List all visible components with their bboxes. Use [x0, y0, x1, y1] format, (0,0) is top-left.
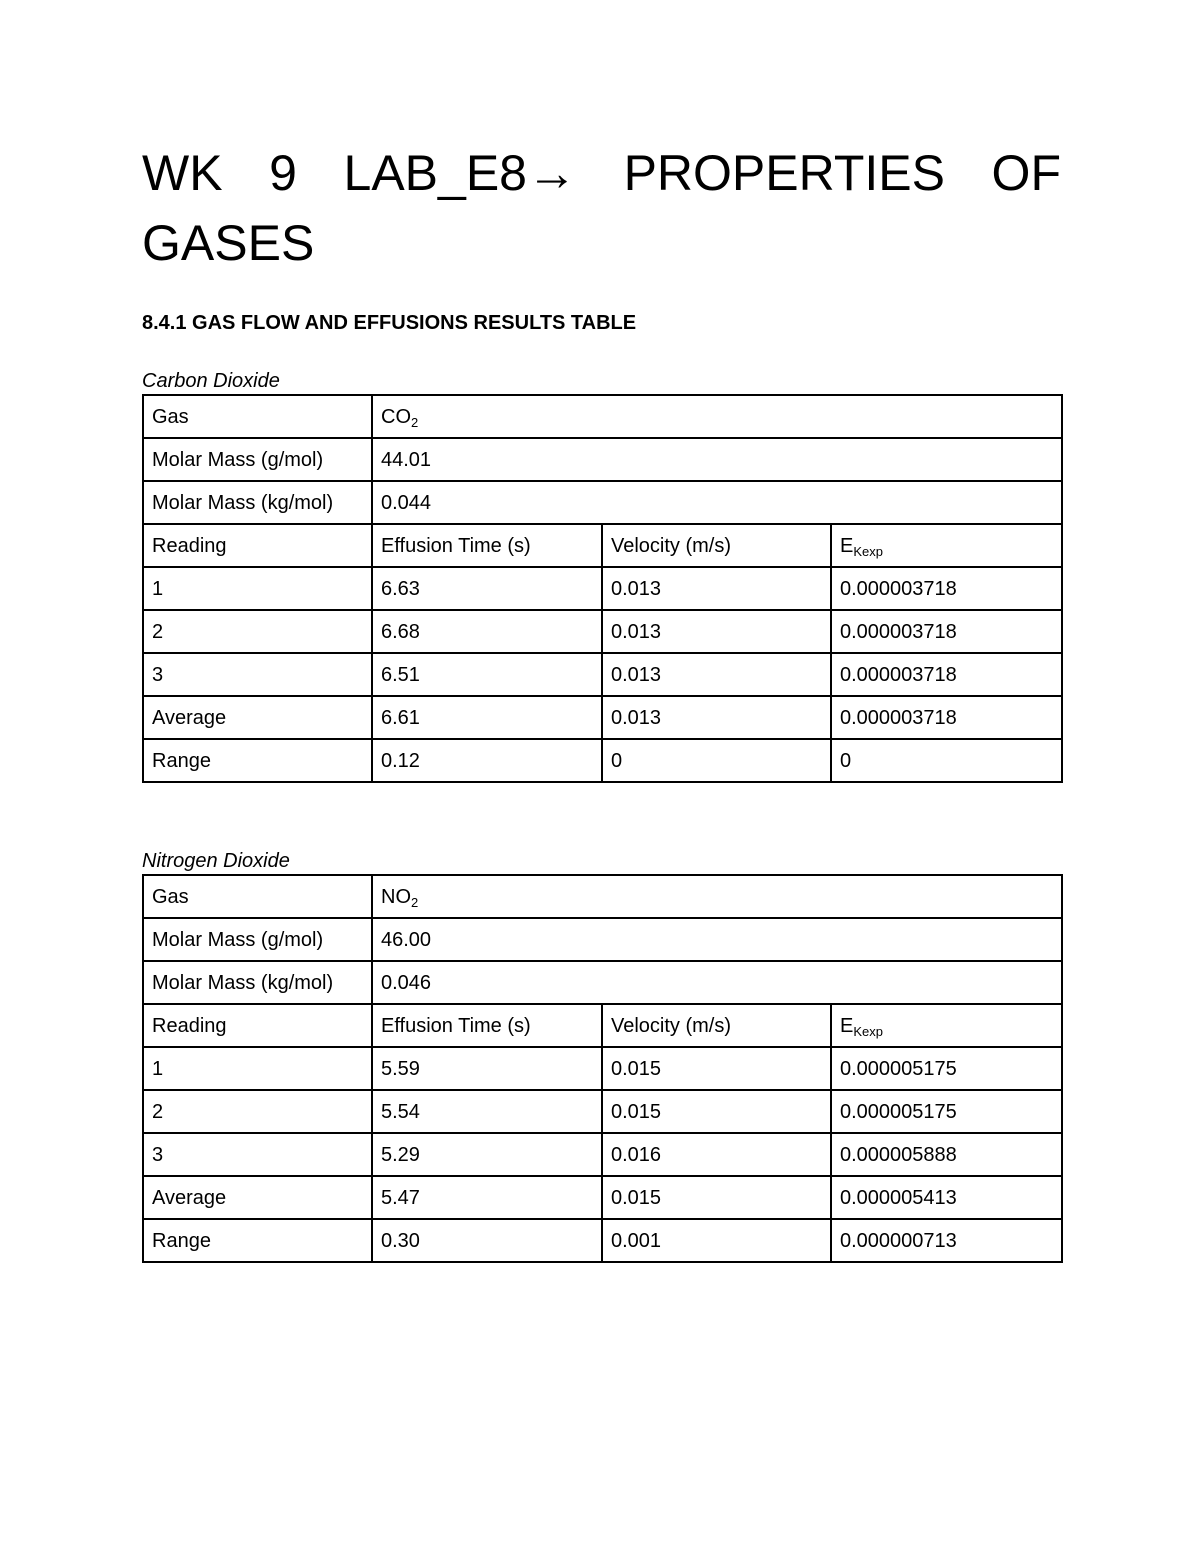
- ek-subscript: Kexp: [853, 1023, 883, 1039]
- header-ek: [831, 524, 1062, 567]
- header-effusion-time: Effusion Time (s): [372, 1004, 602, 1047]
- cell-velocity: 0.015: [602, 1176, 831, 1219]
- cell-velocity: 0.015: [602, 1047, 831, 1090]
- cell-ek: 0.000005175: [831, 1047, 1062, 1090]
- table-row: [143, 1219, 1062, 1262]
- cell-ek: 0.000005888: [831, 1133, 1062, 1176]
- label-cell: Molar Mass (kg/mol): [143, 961, 372, 1004]
- value-cell: 44.01: [372, 438, 1062, 481]
- value-cell: 0.046: [372, 961, 1062, 1004]
- cell-reading: Range: [143, 739, 372, 782]
- cell-time: 5.54: [372, 1090, 602, 1133]
- results-table-co2: [142, 394, 1063, 783]
- title-line-2: [142, 208, 1061, 278]
- table-row-molar-mass-kg: [143, 481, 1062, 524]
- table-row: [143, 1133, 1062, 1176]
- formula-main: CO: [381, 405, 411, 428]
- table-row: [143, 610, 1062, 653]
- gas-formula-cell: [372, 875, 1062, 918]
- header-effusion-time: Effusion Time (s): [372, 524, 602, 567]
- table-row-molar-mass-g: [143, 918, 1062, 961]
- title-word: WK: [142, 145, 223, 201]
- cell-time: 6.68: [372, 610, 602, 653]
- ek-main: E: [840, 1014, 854, 1037]
- document-title: [142, 138, 1061, 278]
- title-word: LAB_E8→: [343, 145, 577, 201]
- cell-reading: 2: [143, 1090, 372, 1133]
- cell-velocity: 0.015: [602, 1090, 831, 1133]
- formula-subscript: 2: [411, 414, 419, 430]
- cell-velocity: 0.013: [602, 610, 831, 653]
- table-row: [143, 1090, 1062, 1133]
- cell-ek: 0: [831, 739, 1062, 782]
- cell-reading: Range: [143, 1219, 372, 1262]
- cell-reading: Average: [143, 1176, 372, 1219]
- gas-label-cell: Gas: [143, 875, 372, 918]
- label-cell: Molar Mass (kg/mol): [143, 481, 372, 524]
- cell-time: 6.63: [372, 567, 602, 610]
- table-header-row: [143, 1004, 1062, 1047]
- cell-velocity: 0: [602, 739, 831, 782]
- label-cell: Molar Mass (g/mol): [143, 438, 372, 481]
- cell-time: 0.30: [372, 1219, 602, 1262]
- cell-time: 5.59: [372, 1047, 602, 1090]
- cell-velocity: 0.001: [602, 1219, 831, 1262]
- table-row: [143, 739, 1062, 782]
- value-cell: 46.00: [372, 918, 1062, 961]
- header-ek: [831, 1004, 1062, 1047]
- table-row: [143, 567, 1062, 610]
- formula-main: NO: [381, 885, 411, 908]
- cell-velocity: 0.016: [602, 1133, 831, 1176]
- results-table-no2: [142, 874, 1063, 1263]
- cell-velocity: 0.013: [602, 567, 831, 610]
- gas-formula-cell: [372, 395, 1062, 438]
- cell-ek: 0.000005175: [831, 1090, 1062, 1133]
- table-row: [143, 696, 1062, 739]
- title-line-1: [142, 138, 1061, 208]
- cell-time: 6.61: [372, 696, 602, 739]
- table-header-row: [143, 524, 1062, 567]
- cell-velocity: 0.013: [602, 696, 831, 739]
- cell-time: 0.12: [372, 739, 602, 782]
- header-reading: Reading: [143, 1004, 372, 1047]
- table-caption-co2: Carbon Dioxide: [142, 370, 280, 392]
- title-word: PROPERTIES: [623, 145, 945, 201]
- cell-ek: 0.000000713: [831, 1219, 1062, 1262]
- table-row-gas: [143, 875, 1062, 918]
- ek-main: E: [840, 534, 854, 557]
- cell-ek: 0.000003718: [831, 610, 1062, 653]
- formula-subscript: 2: [411, 894, 419, 910]
- cell-ek: 0.000003718: [831, 567, 1062, 610]
- section-heading: 8.4.1 GAS FLOW AND EFFUSIONS RESULTS TABLE: [142, 312, 637, 334]
- label-cell: Molar Mass (g/mol): [143, 918, 372, 961]
- gas-label-cell: Gas: [143, 395, 372, 438]
- cell-reading: 1: [143, 1047, 372, 1090]
- table-row: [143, 1176, 1062, 1219]
- table-row-molar-mass-kg: [143, 961, 1062, 1004]
- header-velocity: Velocity (m/s): [602, 1004, 831, 1047]
- table-caption-no2: Nitrogen Dioxide: [142, 850, 290, 872]
- ek-subscript: Kexp: [853, 543, 883, 559]
- cell-reading: 3: [143, 1133, 372, 1176]
- title-word: GASES: [142, 215, 315, 271]
- cell-ek: 0.000003718: [831, 653, 1062, 696]
- cell-time: 5.29: [372, 1133, 602, 1176]
- title-word: 9: [269, 145, 297, 201]
- table-row-molar-mass-g: [143, 438, 1062, 481]
- cell-ek: 0.000005413: [831, 1176, 1062, 1219]
- cell-velocity: 0.013: [602, 653, 831, 696]
- cell-reading: 3: [143, 653, 372, 696]
- cell-reading: 1: [143, 567, 372, 610]
- cell-time: 6.51: [372, 653, 602, 696]
- cell-time: 5.47: [372, 1176, 602, 1219]
- cell-reading: 2: [143, 610, 372, 653]
- table-row: [143, 653, 1062, 696]
- header-reading: Reading: [143, 524, 372, 567]
- table-row-gas: [143, 395, 1062, 438]
- table-row: [143, 1047, 1062, 1090]
- title-word: OF: [991, 145, 1061, 201]
- value-cell: 0.044: [372, 481, 1062, 524]
- header-velocity: Velocity (m/s): [602, 524, 831, 567]
- cell-reading: Average: [143, 696, 372, 739]
- cell-ek: 0.000003718: [831, 696, 1062, 739]
